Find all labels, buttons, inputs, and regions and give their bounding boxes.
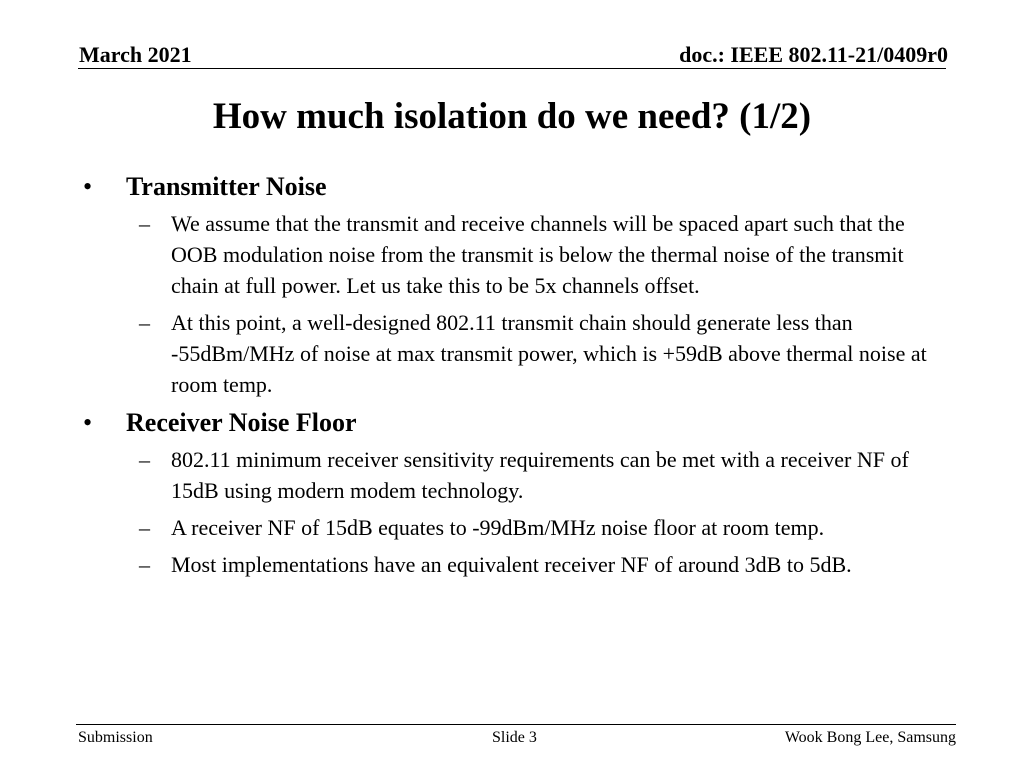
- sub-bullet-text: A receiver NF of 15dB equates to -99dBm/MHz noise floor at room temp.: [171, 515, 825, 540]
- sub-bullet: [80, 549, 950, 580]
- dash-icon: –: [139, 447, 150, 472]
- slide-title: How much isolation do we need? (1/2): [212, 96, 812, 137]
- dash-icon: –: [139, 552, 150, 577]
- header-doc-id: doc.: IEEE 802.11-21/0409r0: [679, 42, 948, 67]
- bullet-heading: Transmitter Noise: [126, 172, 327, 201]
- sub-bullet: [80, 307, 950, 400]
- bullet-icon: •: [83, 408, 93, 437]
- header-date: March 2021: [79, 42, 192, 67]
- dash-icon: –: [139, 515, 150, 540]
- bullet-transmitter-noise: [80, 170, 950, 204]
- header-divider: [78, 68, 946, 69]
- footer-divider: [76, 724, 956, 725]
- slide-body: [80, 168, 950, 586]
- dash-icon: –: [139, 310, 150, 335]
- sub-bullet: [80, 208, 950, 301]
- sub-bullet-text: At this point, a well-designed 802.11 transmit chain should generate less than -55dBm/MHz of noise at max transmit power, which is +59dB above thermal noise at room temp.: [171, 310, 927, 397]
- sub-bullet: [80, 444, 950, 506]
- bullet-receiver-noise-floor: [80, 406, 950, 440]
- sub-bullet: [80, 512, 950, 543]
- footer-submission: Submission: [78, 729, 153, 746]
- footer-author: Wook Bong Lee, Samsung: [784, 729, 956, 746]
- sub-bullet-text: 802.11 minimum receiver sensitivity requirements can be met with a receiver NF of 15dB using modern modem technology.: [171, 447, 909, 503]
- dash-icon: –: [139, 211, 150, 236]
- bullet-icon: •: [83, 172, 93, 201]
- sub-bullet-text: Most implementations have an equivalent receiver NF of around 3dB to 5dB.: [171, 552, 852, 577]
- footer-slide-number: Slide 3: [492, 729, 537, 746]
- bullet-heading: Receiver Noise Floor: [126, 408, 357, 437]
- sub-bullet-text: We assume that the transmit and receive channels will be spaced apart such that the OOB modulation noise from the transmit is below the thermal noise of the transmit chain at full power. Let us take this to be 5x channels offset.: [171, 211, 905, 298]
